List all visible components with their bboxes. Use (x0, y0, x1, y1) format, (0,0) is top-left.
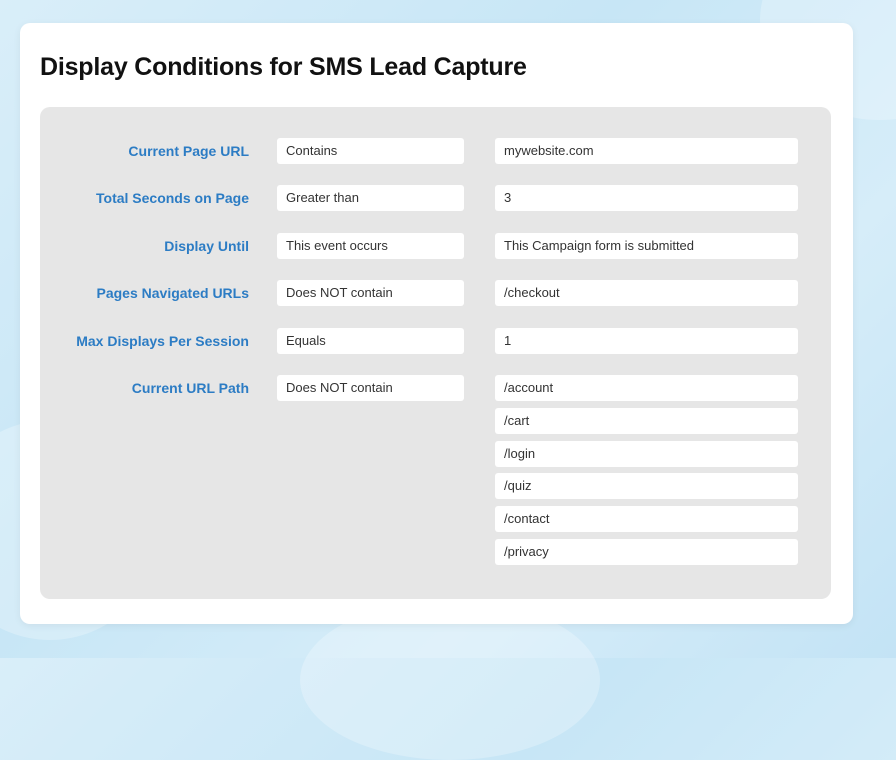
condition-row-current-page-url (40, 138, 831, 164)
condition-label: Current URL Path (131, 380, 249, 396)
condition-value-field[interactable]: /cart (495, 408, 798, 434)
condition-value-field[interactable]: /privacy (495, 539, 798, 565)
condition-values (495, 185, 798, 218)
condition-label: Pages Navigated URLs (96, 285, 249, 301)
conditions-panel (40, 107, 831, 599)
condition-operator-field[interactable]: Contains (277, 138, 464, 164)
display-conditions-card (20, 23, 853, 624)
page-title: Display Conditions for SMS Lead Capture (40, 53, 527, 81)
condition-value-field[interactable]: 1 (495, 328, 798, 354)
condition-operator-field[interactable]: Greater than (277, 185, 464, 211)
condition-value-field[interactable]: This Campaign form is submitted (495, 233, 798, 259)
condition-row-max-displays-per-session (40, 328, 831, 354)
condition-row-pages-navigated-urls (40, 280, 831, 306)
condition-operator-field[interactable]: Does NOT contain (277, 280, 464, 306)
condition-label: Display Until (164, 238, 249, 254)
condition-row-display-until (40, 233, 831, 259)
condition-value-field[interactable]: /contact (495, 506, 798, 532)
condition-label: Max Displays Per Session (76, 333, 249, 349)
condition-values (495, 375, 798, 572)
condition-value-field[interactable]: /checkout (495, 280, 798, 306)
condition-label: Total Seconds on Page (96, 190, 249, 206)
condition-operator-field[interactable]: Equals (277, 328, 464, 354)
condition-label: Current Page URL (128, 143, 249, 159)
condition-value-field[interactable]: /account (495, 375, 798, 401)
condition-operator-field[interactable]: Does NOT contain (277, 375, 464, 401)
condition-values (495, 138, 798, 171)
condition-value-field[interactable]: /quiz (495, 473, 798, 499)
condition-values (495, 328, 798, 361)
condition-operator-field[interactable]: This event occurs (277, 233, 464, 259)
condition-row-total-seconds-on-page (40, 185, 831, 211)
condition-value-field[interactable]: /login (495, 441, 798, 467)
condition-values (495, 233, 798, 266)
condition-row-current-url-path (40, 375, 831, 559)
condition-values (495, 280, 798, 313)
condition-value-field[interactable]: 3 (495, 185, 798, 211)
condition-value-field[interactable]: mywebsite.com (495, 138, 798, 164)
